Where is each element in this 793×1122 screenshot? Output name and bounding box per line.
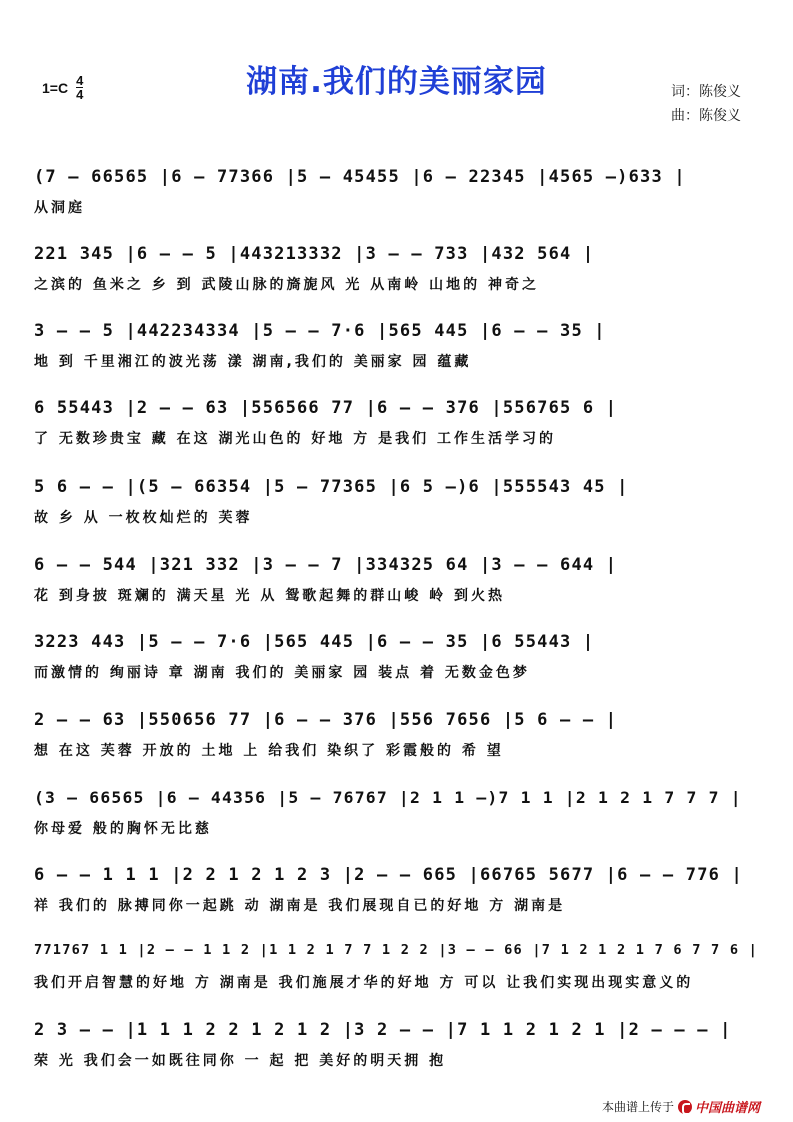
- staff-line-2: [34, 244, 754, 296]
- credits: [671, 80, 741, 128]
- lyrics-line: 地 到 千里湘江的波光荡 漾 湖南,我们的 美丽家 园 蕴藏: [34, 354, 472, 370]
- notation-line: 2 – – 63 |550656 77 |6 – – 376 |556 7656 |5 6 – – |: [34, 710, 618, 730]
- lyricist: 词：陈俊义: [671, 84, 741, 100]
- site-logo-icon: [678, 1100, 692, 1114]
- song-title: 湖南.我们的美丽家园: [246, 64, 547, 100]
- upload-footer: [602, 1097, 760, 1116]
- lyrics-line: 之滨的 鱼米之 乡 到 武陵山脉的旖旎风 光 从南岭 山地的 神奇之: [34, 277, 539, 293]
- notation-line: 3 – – 5 |442234334 |5 – – 7·6 |565 445 |6 – – 35 |: [34, 321, 606, 341]
- notation-line: 3223 443 |5 – – 7·6 |565 445 |6 – – 35 |6 55443 |: [34, 632, 595, 652]
- lyrics-line: 而激情的 绚丽诗 章 湖南 我们的 美丽家 园 装点 着 无数金色梦: [34, 665, 530, 681]
- staff-line-8: [34, 710, 754, 762]
- site-name: 中国曲谱网: [695, 1101, 761, 1116]
- lyrics-line: 花 到身披 斑斓的 满天星 光 从 鸳歌起舞的群山峻 岭 到火热: [34, 588, 505, 604]
- notation-line: 6 – – 544 |321 332 |3 – – 7 |334325 64 |3 – – 644 |: [34, 555, 618, 575]
- staff-line-4: [34, 398, 754, 450]
- lyrics-line: 从洞庭: [34, 200, 85, 216]
- time-top: 4: [76, 73, 84, 88]
- time-bottom: 4: [76, 87, 84, 102]
- lyrics-line: 了 无数珍贵宝 藏 在这 湖光山色的 好地 方 是我们 工作生活学习的: [34, 431, 556, 447]
- site-logo[interactable]: [678, 1097, 760, 1116]
- staff-line-5: [34, 477, 754, 529]
- upload-text: 本曲谱上传于: [602, 1100, 675, 1114]
- staff-line-1: [34, 167, 754, 219]
- staff-line-6: [34, 555, 754, 607]
- lyrics-line: 我们开启智慧的好地 方 湖南是 我们施展才华的好地 方 可以 让我们实现出现实意义的: [34, 975, 694, 991]
- lyrics-line: 祥 我们的 脉搏同你一起跳 动 湖南是 我们展现自已的好地 方 湖南是: [34, 898, 566, 914]
- notation-line: 771767 1 1 |2 – – 1 1 2 |1 1 2 1 7 7 1 2 2 |3 – – 66 |7 1 2 1 2 1 7 6 7 7 6 |: [34, 942, 759, 958]
- lyrics-line: 想 在这 芙蓉 开放的 土地 上 给我们 染织了 彩霞般的 希 望: [34, 743, 504, 759]
- staff-line-9: [34, 788, 754, 840]
- lyrics-line: 故 乡 从 一枚枚灿烂的 芙蓉: [34, 510, 253, 526]
- notation-line: 5 6 – – |(5 – 66354 |5 – 77365 |6 5 –)6 |555543 45 |: [34, 477, 629, 497]
- lyrics-line: 荣 光 我们会一如既往同你 一 起 把 美好的明天拥 抱: [34, 1053, 447, 1069]
- lyrics-line: 你母爱 般的胸怀无比慈: [34, 821, 212, 837]
- notation-line: 221 345 |6 – – 5 |443213332 |3 – – 733 |432 564 |: [34, 244, 595, 264]
- staff-line-12: [34, 1020, 754, 1072]
- notation-line: (3 – 66565 |6 – 44356 |5 – 76767 |2 1 1 –)7 1 1 |2 1 2 1 7 7 7 |: [34, 788, 742, 807]
- staff-line-3: [34, 321, 754, 373]
- staff-line-10: [34, 865, 754, 917]
- composer: 曲：陈俊义: [671, 108, 741, 124]
- staff-line-7: [34, 632, 754, 684]
- notation-line: (7 – 66565 |6 – 77366 |5 – 45455 |6 – 22345 |4565 –)633 |: [34, 167, 686, 187]
- staff-line-11: [34, 942, 759, 994]
- notation-line: 6 55443 |2 – – 63 |556566 77 |6 – – 376 |556765 6 |: [34, 398, 618, 418]
- notation-line: 6 – – 1 1 1 |2 2 1 2 1 2 3 |2 – – 665 |66765 5677 |6 – – 776 |: [34, 865, 743, 885]
- notation-line: 2 3 – – |1 1 1 2 2 1 2 1 2 |3 2 – – |7 1 1 2 1 2 1 |2 – – – |: [34, 1020, 732, 1040]
- key-label: 1=C: [42, 79, 69, 96]
